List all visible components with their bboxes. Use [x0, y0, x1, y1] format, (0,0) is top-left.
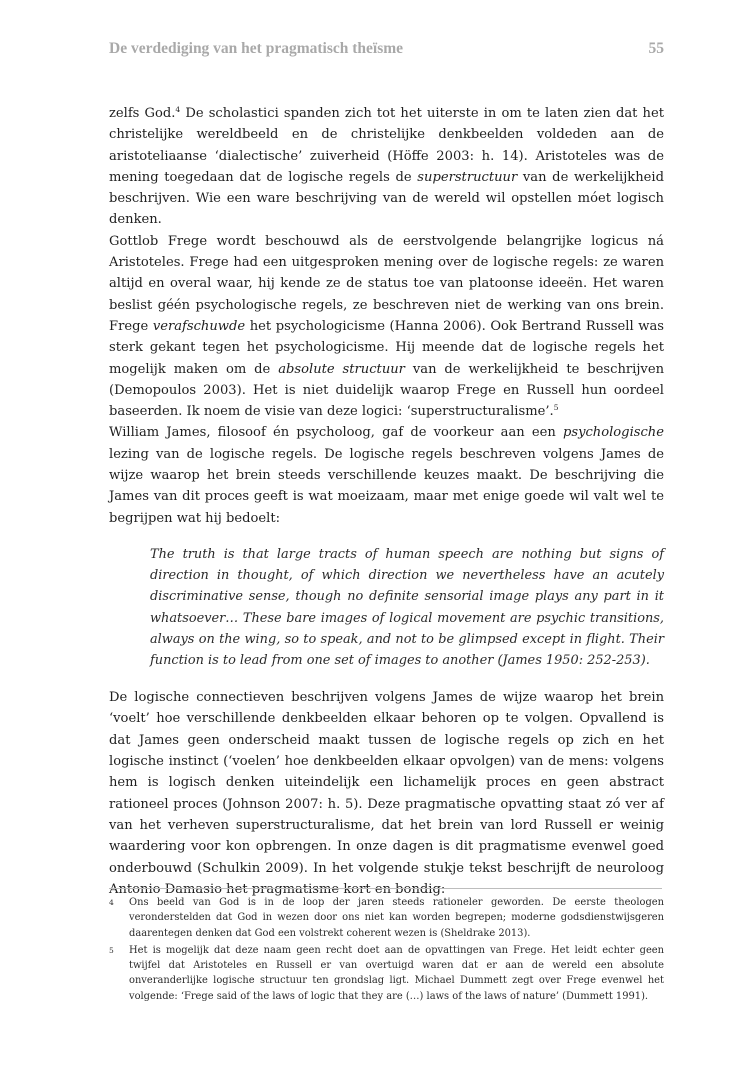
page-number: 55 [648, 40, 664, 57]
paragraph-2-text-c: van de werkelijkheid te beschrijven (Demopoulos 2003). Het is niet duidelijk waarop Frege en Russell hun oordeel baseerden. Ik noem de visie van deze logici: ‘superstructuralisme’. [109, 361, 665, 420]
footnote-text: Het is mogelijk dat deze naam geen recht doet aan de opvattingen van Frege. Het leidt echter geen twijfel dat Aristoteles en Russell er van overtuigd waren dat er aan de wereld een absolute onveranderlijke logische structuur ten grondslag ligt. Michael Dummett zegt over Frege evenwel het volgende: ‘Frege said of the laws of logic that they are (…) laws of the laws of nature’ (Dummett 1991). [129, 944, 664, 1002]
paragraph-1-text-c: van de werkelijkheid beschrijven. Wie een ware beschrijving van de wereld wil opstellen móet logisch denken. [109, 169, 664, 228]
paragraph-3-emphasis: psychologische [562, 425, 664, 441]
block-quote: The truth is that large tracts of human speech are nothing but signs of direction in thought, of which direction we nevertheless have an acutely discriminative sense, though no definite sensorial image plays any part in it whatsoever… These bare images of logical movement are psychic transitions, always on the wing, so to speak, and not to be glimpsed except in flight. Their function is to lead from one set of images to another (James 1950: 252-253). [150, 546, 664, 668]
paragraph-1-emphasis: superstructuur [417, 169, 518, 185]
footnote-number: 4 [109, 898, 114, 907]
paragraph-2 [109, 231, 664, 423]
paragraph-1-text-b: De scholastici spanden zich tot het uiterste in om te laten zien dat het christelijke wereldbeeld en de christelijke denkbeelden voldeden aan de aristoteliaanse ‘dialectische’ zuiverheid (Höffe 2003: h. 14). Aristoteles was de mening toegedaan dat de logische regels de [109, 106, 665, 185]
paragraph-2-emphasis-1: verafschuwde [152, 318, 246, 334]
footnote-5 [109, 943, 664, 1004]
paragraph-1 [109, 103, 664, 231]
paragraph-3 [109, 422, 664, 528]
footnote-text: Ons beeld van God is in de loop der jaren steeds rationeler geworden. De eerste theologen veronderstelden dat God in wezen door ons niet kan worden begrepen; moderne godsdienstwijsgeren daarentegen denken dat God een volstrekt coherent wezen is (Sheldrake 2013). [129, 897, 664, 939]
footnote-ref-4[interactable]: 4 [175, 105, 181, 114]
paragraph-3-text-b: lezing van de logische regels. De logische regels beschreven volgens James de wijze waarop het brein steeds verschillende keuzes maakt. De beschrijving die James van dit proces geeft is wat moeizaam, maar met enige goede wil valt wel te begrijpen wat hij bedoelt: [109, 446, 664, 526]
paragraph-2-emphasis-2: absolute structuur [278, 361, 405, 377]
footnote-4 [109, 895, 664, 941]
paragraph-4: De logische connectieven beschrijven volgens James de wijze waarop het brein ‘voelt’ hoe verschillende denkbeelden elkaar behoren op te volgen. Opvallend is dat James geen onderscheid maakt tussen de logische regels op zich en het logische instinct (‘voelen’ hoe denkbeelden elkaar opvolgen) van de mens: volgens hem is logisch denken uiteindelijk een lichamelijk proces en geen abstract rationeel proces (Johnson 2007: h. 5). Deze pragmatische opvatting staat zó ver af van het verheven superstructuralisme, dat het brein van lord Russell er weinig waardering voor kon opbrengen. In onze dagen is dit pragmatisme evenwel goed onderbouwd (Schulkin 2009). In het volgende stukje tekst beschrijft de neuroloog Antonio Damasio het pragmatisme kort en bondig: [109, 690, 664, 897]
footnote-ref-5[interactable]: 5 [553, 403, 559, 413]
paragraph-3-text-a: William James, filosoof én psycholoog, gaf de voorkeur aan een [109, 425, 563, 441]
paragraph-1-text-a: zelfs God. [109, 106, 176, 121]
paragraph-2-text-a: Gottlob Frege wordt beschouwd als de eerstvolgende belangrijke logicus ná Aristoteles. Frege had een uitgesproken mening over de logische regels: ze waren altijd en overal waar, hij kende ze de status toe van platoonse ideeën. Het waren beslist géén psychologische regels, ze beschreven niet de werking van ons brein. Frege [109, 233, 664, 334]
footnote-number: 5 [109, 945, 114, 955]
footnotes [109, 895, 664, 1006]
paragraph-2-text-b: het psychologicisme (Hanna 2006). Ook Bertrand Russell was sterk gekant tegen het psychologicisme. Hij meende dat de logische regels het mogelijk maken om de [109, 318, 664, 377]
footnote-divider [109, 888, 662, 889]
running-head [109, 40, 664, 58]
main-text [109, 103, 664, 900]
running-title: De verdediging van het pragmatisch theïsme [109, 40, 404, 57]
